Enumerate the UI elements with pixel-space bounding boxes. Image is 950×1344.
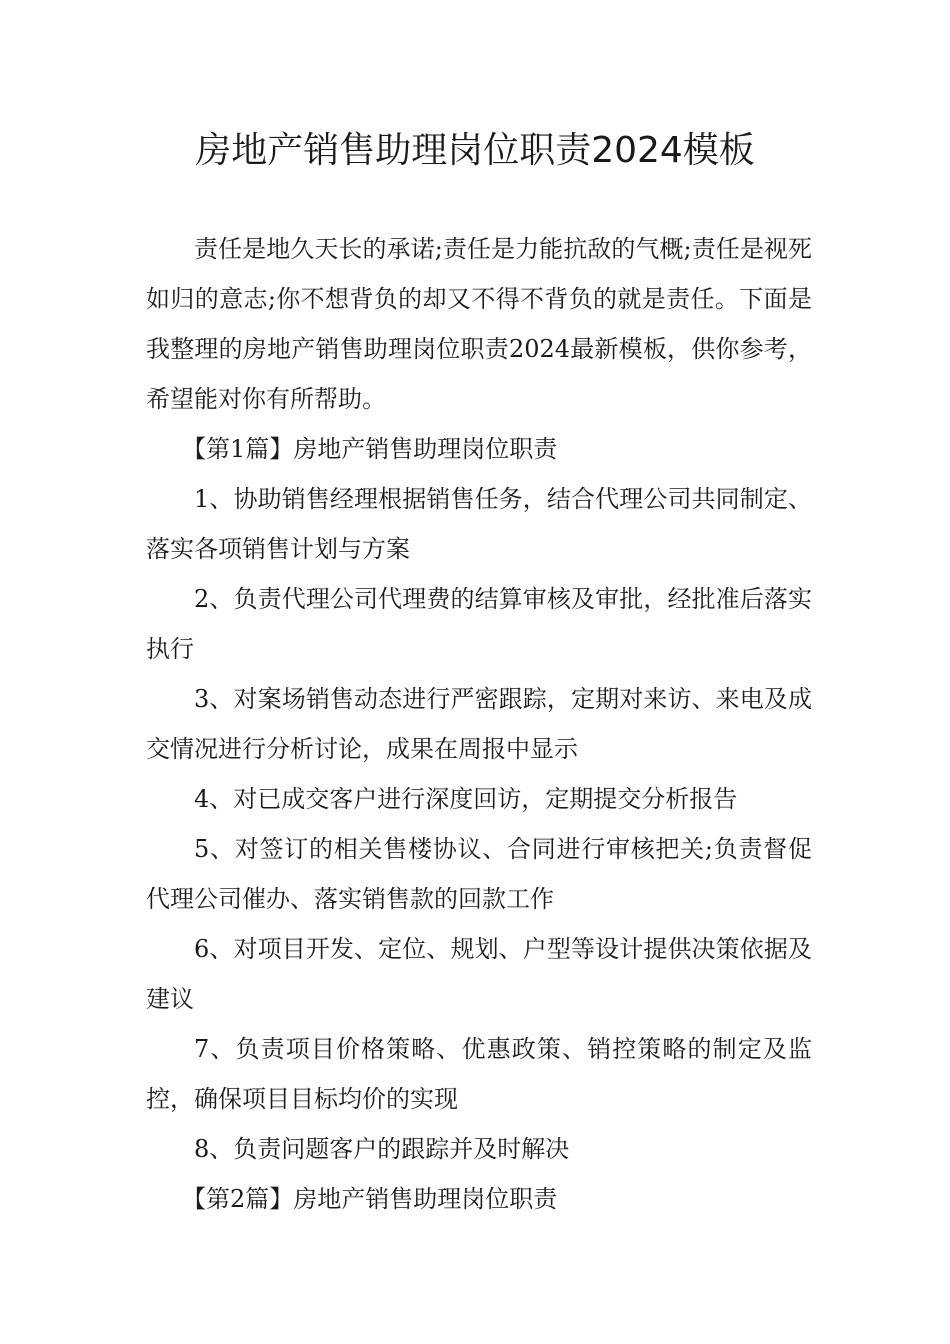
document-title: 房地产销售助理岗位职责2024模板: [195, 130, 755, 171]
list-item: 6、对项目开发、定位、规划、户型等设计提供决策依据及建议: [146, 935, 812, 1013]
section-1-heading: 【第1篇】房地产销售助理岗位职责: [182, 435, 558, 463]
list-item: 4、对已成交客户进行深度回访，定期提交分析报告: [194, 785, 738, 813]
list-item: 1、协助销售经理根据销售任务，结合代理公司共同制定、落实各项销售计划与方案: [146, 485, 812, 563]
list-item: 2、负责代理公司代理费的结算审核及审批，经批准后落实执行: [146, 585, 812, 663]
section-2-heading: 【第2篇】房地产销售助理岗位职责: [182, 1185, 558, 1213]
list-item: 8、负责问题客户的跟踪并及时解决: [194, 1135, 570, 1163]
list-item: 5、对签订的相关售楼协议、合同进行审核把关;负责督促代理公司催办、落实销售款的回款工作: [146, 835, 812, 913]
list-item: 7、负责项目价格策略、优惠政策、销控策略的制定及监控，确保项目目标均价的实现: [146, 1035, 812, 1113]
document-body: [146, 224, 812, 1224]
list-item: 3、对案场销售动态进行严密跟踪，定期对来访、来电及成交情况进行分析讨论，成果在周报中显示: [146, 685, 812, 763]
intro-paragraph: 责任是地久天长的承诺;责任是力能抗敌的气概;责任是视死如归的意志;你不想背负的却又不得不背负的就是责任。下面是我整理的房地产销售助理岗位职责2024最新模板，供你参考，希望能对你有所帮助。: [146, 235, 812, 413]
